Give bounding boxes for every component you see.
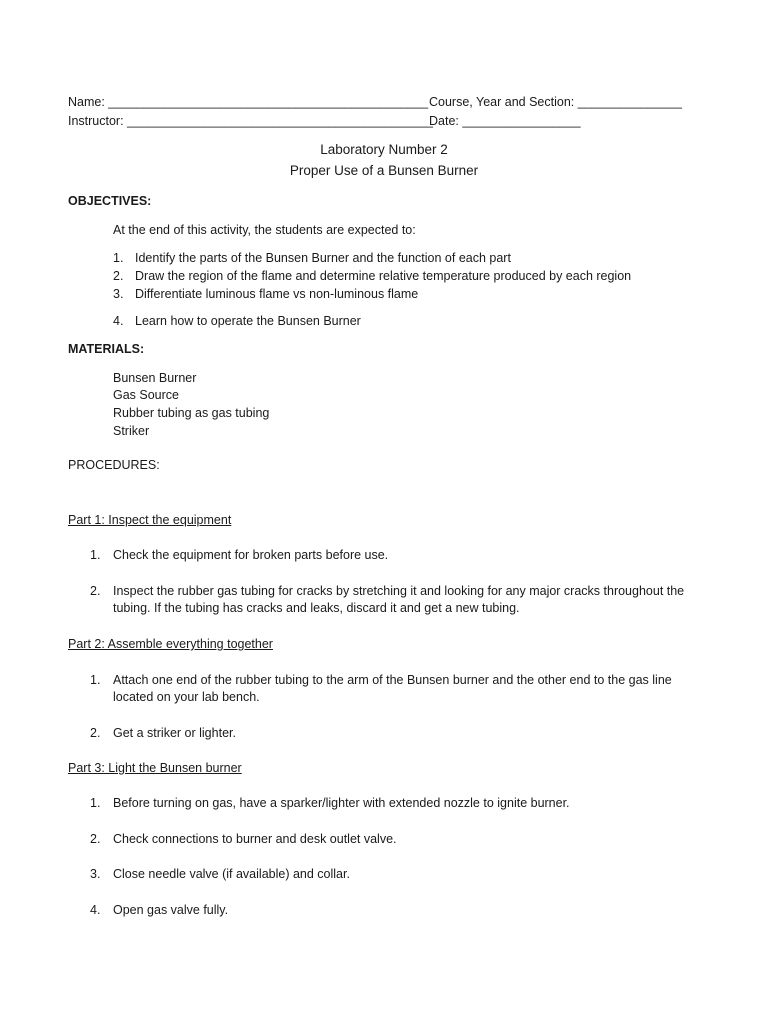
step-text-continued: tubing. If the tubing has cracks and leaks, discard it and get a new tubing. (113, 601, 520, 615)
step-text: Open gas valve fully. (113, 903, 229, 917)
part2-title: Part 2: Assemble everything together (68, 637, 273, 651)
objective-number: 1. (113, 251, 124, 265)
lab-subtitle: Proper Use of a Bunsen Burner (289, 163, 479, 178)
objective-text: Differentiate luminous flame vs non-luminous flame (135, 287, 419, 301)
part1-title: Part 1: Inspect the equipment (68, 513, 232, 527)
step-text-continued: located on your lab bench. (113, 690, 260, 704)
step-text: Inspect the rubber gas tubing for cracks by stretching it and looking for any major cracks throughout the (113, 584, 685, 598)
step-number: 1. (90, 673, 101, 687)
objective-item (113, 252, 713, 266)
step-text: Before turning on gas, have a sparker/lighter with extended nozzle to ignite burner. (113, 796, 570, 810)
lab-number-title: Laboratory Number 2 (320, 142, 448, 157)
procedure-step (90, 549, 710, 563)
objectives-heading: OBJECTIVES: (68, 194, 152, 208)
procedure-step (90, 585, 730, 617)
step-number: 2. (90, 584, 101, 598)
step-number: 1. (90, 796, 101, 810)
instructor-field: Instructor: ____________________________________________ (68, 114, 433, 128)
procedure-step (90, 868, 710, 882)
procedure-step (90, 727, 710, 741)
step-number: 1. (90, 548, 101, 562)
objective-text: Identify the parts of the Bunsen Burner and the function of each part (135, 251, 511, 265)
step-text: Attach one end of the rubber tubing to the arm of the Bunsen burner and the other end to the gas line (113, 673, 672, 687)
course-year-section-field: Course, Year and Section: _______________ (429, 95, 682, 109)
material-item: Rubber tubing as gas tubing (113, 406, 270, 420)
objective-text: Learn how to operate the Bunsen Burner (135, 314, 361, 328)
part3-title: Part 3: Light the Bunsen burner (68, 761, 242, 775)
objective-text: Draw the region of the flame and determine relative temperature produced by each region (135, 269, 632, 283)
step-number: 2. (90, 832, 101, 846)
objectives-intro: At the end of this activity, the students are expected to: (113, 223, 416, 237)
procedure-step (90, 674, 730, 706)
procedure-step (90, 833, 710, 847)
procedure-step (90, 797, 710, 811)
objective-number: 3. (113, 287, 124, 301)
materials-heading: MATERIALS: (68, 342, 145, 356)
objective-number: 2. (113, 269, 124, 283)
material-item: Gas Source (113, 388, 180, 402)
objective-number: 4. (113, 314, 124, 328)
objective-item (113, 288, 713, 302)
objective-item (113, 315, 713, 329)
date-field: Date: _________________ (429, 114, 581, 128)
objective-item (113, 270, 713, 284)
procedure-step (90, 904, 710, 918)
procedures-heading: PROCEDURES: (68, 458, 160, 472)
step-text: Check the equipment for broken parts before use. (113, 548, 389, 562)
name-field: Name: ______________________________________________ (68, 95, 429, 109)
material-item: Striker (113, 424, 150, 438)
step-text: Check connections to burner and desk outlet valve. (113, 832, 397, 846)
step-number: 3. (90, 867, 101, 881)
step-number: 4. (90, 903, 101, 917)
step-text: Close needle valve (if available) and collar. (113, 867, 350, 881)
material-item: Bunsen Burner (113, 371, 197, 385)
step-text: Get a striker or lighter. (113, 726, 236, 740)
step-number: 2. (90, 726, 101, 740)
